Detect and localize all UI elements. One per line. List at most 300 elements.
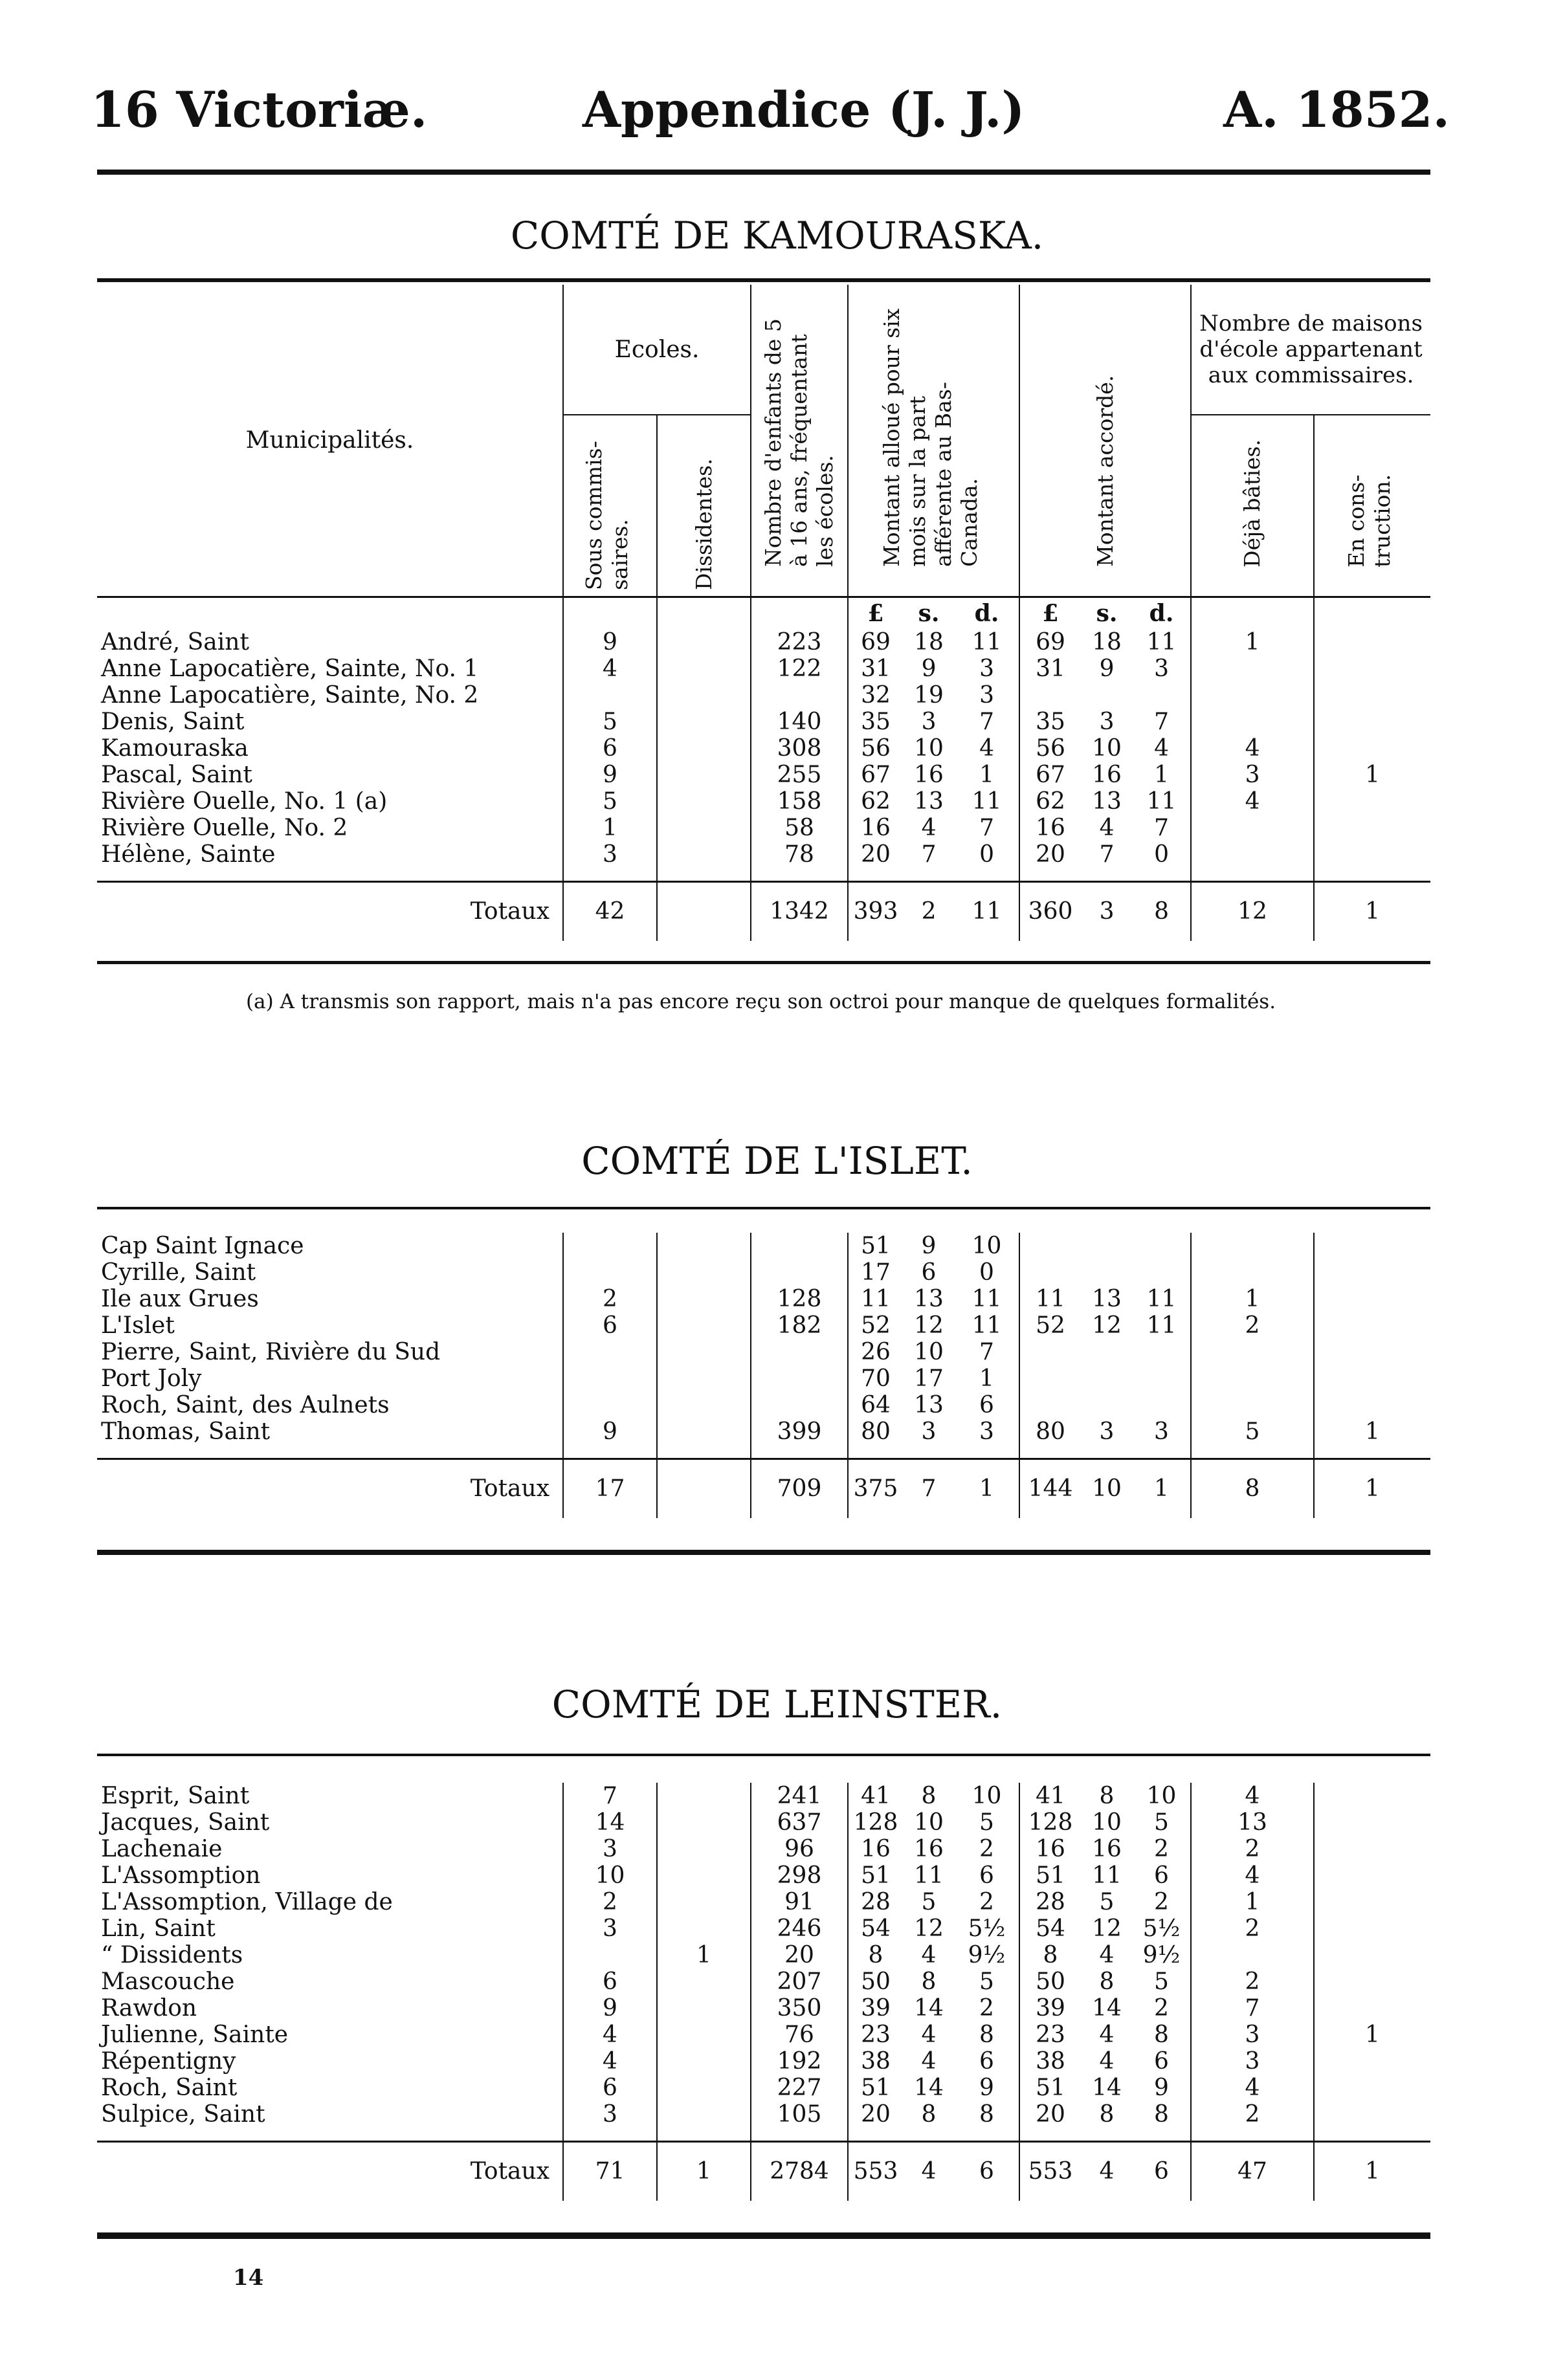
montant-alloue-pounds: 16 bbox=[848, 815, 903, 841]
montant-alloue-shillings: 9 bbox=[921, 1233, 937, 1259]
montant-accorde-pounds: 31 bbox=[1019, 656, 1081, 682]
deja-baties-value: 2 bbox=[1191, 2101, 1314, 2128]
montant-alloue-pence: 5 bbox=[979, 1809, 994, 1836]
montant-accorde-pounds: 51 bbox=[1019, 2075, 1081, 2101]
montant-accorde-shillings: 10 bbox=[1092, 1809, 1122, 1836]
section-rule bbox=[97, 1754, 1430, 1756]
montant-alloue-pence: 6 bbox=[979, 2048, 994, 2075]
montant-alloue-pounds: 62 bbox=[848, 788, 903, 815]
montant-alloue-pounds: 11 bbox=[848, 1286, 903, 1312]
montant-alloue-shillings: 13 bbox=[914, 1392, 944, 1418]
montant-accorde-pence: 3 bbox=[1154, 656, 1169, 682]
montant-alloue-shillings: 8 bbox=[921, 1783, 937, 1809]
sous-commissaires-value: 5 bbox=[563, 709, 657, 735]
montant-accorde-shillings: 16 bbox=[1092, 762, 1122, 788]
montant-alloue-shillings: 10 bbox=[914, 735, 944, 762]
montant-accorde-pence: 11 bbox=[1146, 1286, 1177, 1312]
montant-alloue-shillings: 4 bbox=[921, 2022, 937, 2048]
section-title-leinster: COMTÉ DE LEINSTER. bbox=[551, 1682, 1003, 1726]
montant-accorde-pence: 8 bbox=[1154, 2022, 1169, 2048]
municipality-name: Lachenaie bbox=[101, 1836, 223, 1862]
table-row bbox=[97, 1418, 1430, 1445]
enfants-value: 182 bbox=[751, 1312, 848, 1339]
montant-accorde-pounds: 20 bbox=[1019, 841, 1081, 868]
montant-accorde-pounds bbox=[1019, 1259, 1081, 1286]
montant-alloue-shillings: 2 bbox=[903, 882, 955, 942]
montant-alloue-shillings: 13 bbox=[914, 1286, 944, 1312]
sous-commissaires-value bbox=[563, 1259, 657, 1286]
enfants-value bbox=[751, 1392, 848, 1418]
sous-commissaires-value: 9 bbox=[563, 1418, 657, 1445]
montant-accorde-pence: 6 bbox=[1154, 2048, 1169, 2075]
dissidentes-value bbox=[657, 882, 751, 942]
table-row bbox=[97, 1392, 1430, 1418]
en-construction-value bbox=[1314, 1836, 1430, 1862]
montant-alloue-shillings: 5 bbox=[921, 1889, 937, 1915]
header-center: Appendice (J. J.) bbox=[583, 81, 1025, 138]
municipality-name: Anne Lapocatière, Sainte, No. 2 bbox=[101, 682, 479, 709]
municipality-name: Jacques, Saint bbox=[101, 1809, 270, 1836]
montant-alloue-pence: 1 bbox=[979, 1365, 994, 1392]
montant-alloue-pence: 0 bbox=[979, 1259, 994, 1286]
deja-baties-value: 4 bbox=[1191, 788, 1314, 815]
dissidentes-value: 1 bbox=[657, 1942, 751, 1968]
montant-alloue-shillings: 4 bbox=[921, 2048, 937, 2075]
table-row bbox=[97, 2022, 1430, 2048]
montant-alloue-pence: 6 bbox=[955, 2142, 1019, 2201]
montant-accorde-pence: 7 bbox=[1154, 815, 1169, 841]
section-rule bbox=[97, 278, 1430, 282]
table-row bbox=[97, 1809, 1430, 1836]
montant-accorde-pounds: 16 bbox=[1019, 1836, 1081, 1862]
montant-alloue-pounds: 32 bbox=[848, 682, 903, 709]
table-row bbox=[97, 1995, 1430, 2022]
montant-alloue-shillings: 11 bbox=[914, 1862, 944, 1889]
montant-alloue-pence: 4 bbox=[979, 735, 994, 762]
sous-commissaires-value: 4 bbox=[563, 2048, 657, 2075]
sous-commissaires-value: 3 bbox=[563, 841, 657, 868]
montant-alloue-shillings: 16 bbox=[914, 1836, 944, 1862]
montant-alloue-pounds: 553 bbox=[848, 2142, 903, 2201]
dissidentes-value bbox=[657, 1459, 751, 1519]
montant-alloue-shillings: 3 bbox=[921, 1418, 937, 1445]
montant-accorde-pence: 8 bbox=[1154, 2101, 1169, 2128]
montant-accorde-shillings bbox=[1081, 1392, 1133, 1418]
deja-baties-value: 3 bbox=[1191, 762, 1314, 788]
montant-accorde-pounds: 51 bbox=[1019, 1862, 1081, 1889]
montant-alloue-pounds: 26 bbox=[848, 1339, 903, 1365]
dissidentes-value bbox=[657, 815, 751, 841]
table-leinster bbox=[97, 1783, 1430, 2201]
table-row bbox=[97, 656, 1430, 682]
unit-pounds: £ bbox=[848, 597, 903, 630]
enfants-value: 709 bbox=[751, 1459, 848, 1519]
dissidentes-value bbox=[657, 1312, 751, 1339]
municipality-name: Thomas, Saint bbox=[101, 1418, 271, 1445]
montant-alloue-shillings: 12 bbox=[914, 1312, 944, 1339]
col-en-construction-label: En cons-truction. bbox=[1343, 474, 1395, 567]
dissidentes-value bbox=[657, 1889, 751, 1915]
sous-commissaires-value: 4 bbox=[563, 2022, 657, 2048]
unit-pence: d. bbox=[1149, 600, 1174, 627]
montant-accorde-pounds bbox=[1019, 682, 1081, 709]
sous-commissaires-value: 9 bbox=[563, 762, 657, 788]
montant-alloue-pence: 6 bbox=[979, 1862, 994, 1889]
page-number: 14 bbox=[233, 2265, 264, 2291]
montant-alloue-pence: 3 bbox=[979, 1418, 994, 1445]
montant-accorde-pounds: 360 bbox=[1019, 882, 1081, 942]
municipality-name: Rawdon bbox=[101, 1995, 197, 2022]
col-deja-baties bbox=[1191, 415, 1314, 597]
col-dissidentes bbox=[657, 415, 751, 597]
enfants-value bbox=[751, 1365, 848, 1392]
table-row bbox=[97, 629, 1430, 656]
montant-alloue-pounds: 51 bbox=[848, 1862, 903, 1889]
municipality-name: Esprit, Saint bbox=[101, 1783, 250, 1809]
enfants-value: 128 bbox=[751, 1286, 848, 1312]
en-construction-value bbox=[1314, 1783, 1430, 1809]
en-construction-value bbox=[1314, 2101, 1430, 2128]
montant-accorde-pounds: 69 bbox=[1019, 629, 1081, 656]
montant-alloue-pounds: 393 bbox=[848, 882, 903, 942]
montant-accorde-pence bbox=[1133, 1233, 1191, 1259]
deja-baties-value: 1 bbox=[1191, 1286, 1314, 1312]
en-construction-value bbox=[1314, 1862, 1430, 1889]
sous-commissaires-value: 3 bbox=[563, 1836, 657, 1862]
dissidentes-value bbox=[657, 735, 751, 762]
municipality-name: Ile aux Grues bbox=[101, 1286, 259, 1312]
enfants-value: 76 bbox=[751, 2022, 848, 2048]
section-title-lislet: COMTÉ DE L'ISLET. bbox=[581, 1139, 973, 1183]
en-construction-value bbox=[1314, 1392, 1430, 1418]
deja-baties-value: 2 bbox=[1191, 1915, 1314, 1942]
sous-commissaires-value bbox=[563, 1365, 657, 1392]
section-rule bbox=[97, 1207, 1430, 1209]
montant-alloue-pounds: 128 bbox=[848, 1809, 903, 1836]
municipality-name: “ Dissidents bbox=[101, 1942, 243, 1968]
montant-accorde-shillings bbox=[1081, 1259, 1133, 1286]
montant-accorde-pence: 2 bbox=[1154, 1889, 1169, 1915]
municipality-name: Rivière Ouelle, No. 2 bbox=[101, 815, 348, 841]
montant-alloue-pounds: 8 bbox=[848, 1942, 903, 1968]
col-montant-accorde bbox=[1019, 285, 1191, 597]
dissidentes-value bbox=[657, 841, 751, 868]
sous-commissaires-value bbox=[563, 1942, 657, 1968]
montant-accorde-shillings: 12 bbox=[1092, 1312, 1122, 1339]
enfants-value: 1342 bbox=[751, 882, 848, 942]
enfants-value bbox=[751, 1259, 848, 1286]
municipality-name: Cap Saint Ignace bbox=[101, 1233, 304, 1259]
enfants-value bbox=[751, 682, 848, 709]
montant-accorde-shillings: 3 bbox=[1099, 1418, 1115, 1445]
dissidentes-value bbox=[657, 1809, 751, 1836]
montant-alloue-shillings: 6 bbox=[921, 1259, 937, 1286]
montant-accorde-shillings: 9 bbox=[1099, 656, 1115, 682]
table-row bbox=[97, 1889, 1430, 1915]
table-row bbox=[97, 1365, 1430, 1392]
montant-accorde-shillings bbox=[1081, 1233, 1133, 1259]
montant-accorde-pence: 0 bbox=[1154, 841, 1169, 868]
deja-baties-value: 5 bbox=[1191, 1418, 1314, 1445]
montant-accorde-pence: 10 bbox=[1146, 1783, 1177, 1809]
montant-accorde-pence bbox=[1133, 1259, 1191, 1286]
en-construction-value bbox=[1314, 1312, 1430, 1339]
montant-accorde-pence: 1 bbox=[1154, 762, 1169, 788]
montant-alloue-pounds: 52 bbox=[848, 1312, 903, 1339]
sous-commissaires-value: 5 bbox=[563, 788, 657, 815]
en-construction-value bbox=[1314, 1995, 1430, 2022]
montant-accorde-pounds bbox=[1019, 1365, 1081, 1392]
montant-alloue-shillings: 8 bbox=[921, 1968, 937, 1995]
montant-accorde-pence: 2 bbox=[1154, 1995, 1169, 2022]
montant-accorde-pounds: 39 bbox=[1019, 1995, 1081, 2022]
montant-accorde-pence bbox=[1133, 1339, 1191, 1365]
totals-row bbox=[97, 2142, 1430, 2201]
enfants-value: 223 bbox=[751, 629, 848, 656]
en-construction-value: 1 bbox=[1314, 1459, 1430, 1519]
municipality-name: Denis, Saint bbox=[101, 709, 245, 735]
spacer-row bbox=[97, 868, 1430, 882]
deja-baties-value: 2 bbox=[1191, 1312, 1314, 1339]
montant-accorde-shillings bbox=[1081, 682, 1133, 709]
en-construction-value: 1 bbox=[1314, 882, 1430, 942]
deja-baties-value: 4 bbox=[1191, 1783, 1314, 1809]
dissidentes-value bbox=[657, 2048, 751, 2075]
section-end-rule bbox=[97, 2232, 1430, 2239]
montant-alloue-pence: 11 bbox=[971, 629, 1002, 656]
montant-accorde-shillings: 8 bbox=[1099, 1783, 1115, 1809]
section-title-kamouraska: COMTÉ DE KAMOURASKA. bbox=[510, 214, 1044, 258]
dissidentes-value bbox=[657, 2101, 751, 2128]
montant-accorde-pounds: 41 bbox=[1019, 1783, 1081, 1809]
dissidentes-value bbox=[657, 762, 751, 788]
header-left: 16 Victoriæ. bbox=[91, 81, 428, 138]
municipality-name: L'Assomption bbox=[101, 1862, 261, 1889]
montant-accorde-pence bbox=[1133, 1365, 1191, 1392]
dissidentes-value bbox=[657, 1836, 751, 1862]
montant-alloue-shillings: 9 bbox=[921, 656, 937, 682]
deja-baties-value bbox=[1191, 682, 1314, 709]
page-header bbox=[91, 81, 1450, 152]
totals-label: Totaux bbox=[97, 2142, 563, 2201]
montant-alloue-pence: 10 bbox=[971, 1233, 1002, 1259]
enfants-value: 122 bbox=[751, 656, 848, 682]
sous-commissaires-value bbox=[563, 1339, 657, 1365]
montant-alloue-pounds: 28 bbox=[848, 1889, 903, 1915]
montant-accorde-pounds: 52 bbox=[1019, 1312, 1081, 1339]
enfants-value: 637 bbox=[751, 1809, 848, 1836]
montant-accorde-pounds bbox=[1019, 1233, 1081, 1259]
deja-baties-value bbox=[1191, 1339, 1314, 1365]
montant-alloue-pence: 8 bbox=[979, 2101, 994, 2128]
deja-baties-value: 2 bbox=[1191, 1968, 1314, 1995]
montant-accorde-pence: 5½ bbox=[1142, 1915, 1181, 1942]
col-en-construction bbox=[1314, 415, 1430, 597]
montant-accorde-pounds: 16 bbox=[1019, 815, 1081, 841]
dissidentes-value bbox=[657, 682, 751, 709]
montant-accorde-shillings bbox=[1081, 1365, 1133, 1392]
enfants-value: 158 bbox=[751, 788, 848, 815]
montant-accorde-pounds: 128 bbox=[1019, 1809, 1081, 1836]
montant-accorde-pence: 8 bbox=[1133, 882, 1191, 942]
enfants-value: 140 bbox=[751, 709, 848, 735]
en-construction-value bbox=[1314, 1233, 1430, 1259]
enfants-value: 308 bbox=[751, 735, 848, 762]
en-construction-value: 1 bbox=[1314, 2022, 1430, 2048]
municipality-name: Port Joly bbox=[101, 1365, 202, 1392]
montant-accorde-pounds: 54 bbox=[1019, 1915, 1081, 1942]
montant-accorde-pounds bbox=[1019, 1392, 1081, 1418]
montant-accorde-shillings: 14 bbox=[1092, 1995, 1122, 2022]
montant-accorde-shillings: 10 bbox=[1092, 735, 1122, 762]
table-row bbox=[97, 2101, 1430, 2128]
col-sous-commissaires-label: Sous commis-saires. bbox=[581, 441, 632, 590]
enfants-value: 350 bbox=[751, 1995, 848, 2022]
table-row bbox=[97, 1862, 1430, 1889]
montant-accorde-pounds: 50 bbox=[1019, 1968, 1081, 1995]
deja-baties-value: 3 bbox=[1191, 2022, 1314, 2048]
en-construction-value bbox=[1314, 1259, 1430, 1286]
montant-accorde-pounds: 62 bbox=[1019, 788, 1081, 815]
sous-commissaires-value bbox=[563, 1233, 657, 1259]
dissidentes-value bbox=[657, 2075, 751, 2101]
montant-accorde-shillings: 3 bbox=[1099, 709, 1115, 735]
sous-commissaires-value: 6 bbox=[563, 1968, 657, 1995]
montant-accorde-shillings: 4 bbox=[1099, 2022, 1115, 2048]
montant-alloue-pounds: 38 bbox=[848, 2048, 903, 2075]
en-construction-value: 1 bbox=[1314, 762, 1430, 788]
montant-accorde-pounds: 8 bbox=[1019, 1942, 1081, 1968]
enfants-value: 255 bbox=[751, 762, 848, 788]
en-construction-value bbox=[1314, 1365, 1430, 1392]
montant-accorde-pence: 9½ bbox=[1142, 1942, 1181, 1968]
table-row bbox=[97, 762, 1430, 788]
montant-alloue-pounds: 51 bbox=[848, 1233, 903, 1259]
municipality-name: Hélène, Sainte bbox=[101, 841, 276, 868]
en-construction-value bbox=[1314, 1286, 1430, 1312]
montant-alloue-pence: 11 bbox=[955, 882, 1019, 942]
montant-alloue-pounds: 35 bbox=[848, 709, 903, 735]
dissidentes-value bbox=[657, 1418, 751, 1445]
table-row bbox=[97, 1836, 1430, 1862]
montant-accorde-pence: 5 bbox=[1154, 1809, 1169, 1836]
dissidentes-value bbox=[657, 1259, 751, 1286]
header-right: A. 1852. bbox=[1223, 81, 1450, 138]
montant-alloue-pence: 11 bbox=[971, 1312, 1002, 1339]
montant-alloue-shillings: 4 bbox=[903, 2142, 955, 2201]
montant-accorde-pence bbox=[1133, 1392, 1191, 1418]
montant-alloue-pounds: 80 bbox=[848, 1418, 903, 1445]
deja-baties-value: 2 bbox=[1191, 1836, 1314, 1862]
dissidentes-value bbox=[657, 1233, 751, 1259]
dissidentes-value bbox=[657, 1915, 751, 1942]
col-montant-alloue-label: Montant alloué pour six mois sur la part afférente au Bas-Canada. bbox=[878, 308, 982, 567]
montant-alloue-pounds: 69 bbox=[848, 629, 903, 656]
municipality-name: Lin, Saint bbox=[101, 1915, 216, 1942]
montant-accorde-shillings: 4 bbox=[1081, 2142, 1133, 2201]
montant-accorde-pounds: 144 bbox=[1019, 1459, 1081, 1519]
en-construction-value bbox=[1314, 2075, 1430, 2101]
montant-alloue-pounds: 70 bbox=[848, 1365, 903, 1392]
montant-accorde-pounds: 11 bbox=[1019, 1286, 1081, 1312]
header-rule bbox=[97, 170, 1430, 175]
enfants-value: 246 bbox=[751, 1915, 848, 1942]
dissidentes-value bbox=[657, 1862, 751, 1889]
en-construction-value bbox=[1314, 1968, 1430, 1995]
deja-baties-value: 12 bbox=[1191, 882, 1314, 942]
montant-accorde-pence: 5 bbox=[1154, 1968, 1169, 1995]
montant-alloue-shillings: 13 bbox=[914, 788, 944, 815]
totals-label: Totaux bbox=[97, 1459, 563, 1519]
sous-commissaires-value: 6 bbox=[563, 2075, 657, 2101]
montant-alloue-shillings: 4 bbox=[921, 1942, 937, 1968]
enfants-value: 2784 bbox=[751, 2142, 848, 2201]
sous-commissaires-value: 6 bbox=[563, 735, 657, 762]
dissidentes-value bbox=[657, 2022, 751, 2048]
section-end-rule bbox=[97, 961, 1430, 964]
en-construction-value bbox=[1314, 656, 1430, 682]
deja-baties-value bbox=[1191, 1392, 1314, 1418]
enfants-value: 91 bbox=[751, 1889, 848, 1915]
enfants-value: 241 bbox=[751, 1783, 848, 1809]
montant-alloue-shillings: 19 bbox=[914, 682, 944, 709]
table-row bbox=[97, 1783, 1430, 1809]
montant-alloue-pence: 2 bbox=[979, 1889, 994, 1915]
col-dissidentes-label: Dissidentes. bbox=[691, 458, 716, 590]
en-construction-value bbox=[1314, 682, 1430, 709]
montant-accorde-pence: 1 bbox=[1133, 1459, 1191, 1519]
municipality-name: Pascal, Saint bbox=[101, 762, 252, 788]
spacer-row bbox=[97, 2128, 1430, 2142]
municipality-name: Mascouche bbox=[101, 1968, 235, 1995]
sous-commissaires-value: 1 bbox=[563, 815, 657, 841]
table-row bbox=[97, 682, 1430, 709]
col-nombre-enfants-label: Nombre d'enfants de 5 à 16 ans, fréquentant les écoles. bbox=[760, 318, 838, 567]
col-deja-baties-label: Déjà bâties. bbox=[1239, 439, 1265, 567]
municipality-name: Répentigny bbox=[101, 2048, 236, 2075]
montant-accorde-pence: 4 bbox=[1154, 735, 1169, 762]
montant-alloue-shillings: 14 bbox=[914, 1995, 944, 2022]
sous-commissaires-value: 3 bbox=[563, 1915, 657, 1942]
montant-accorde-shillings: 16 bbox=[1092, 1836, 1122, 1862]
montant-accorde-pence: 9 bbox=[1154, 2075, 1169, 2101]
municipality-name: Pierre, Saint, Rivière du Sud bbox=[101, 1339, 441, 1365]
deja-baties-value bbox=[1191, 1365, 1314, 1392]
montant-alloue-shillings: 16 bbox=[914, 762, 944, 788]
montant-alloue-shillings: 17 bbox=[914, 1365, 944, 1392]
dissidentes-value bbox=[657, 1286, 751, 1312]
en-construction-value bbox=[1314, 788, 1430, 815]
section-end-rule bbox=[97, 1550, 1430, 1555]
deja-baties-value: 47 bbox=[1191, 2142, 1314, 2201]
en-construction-value bbox=[1314, 735, 1430, 762]
enfants-value: 58 bbox=[751, 815, 848, 841]
montant-accorde-pence: 11 bbox=[1146, 788, 1177, 815]
dissidentes-value bbox=[657, 1339, 751, 1365]
totals-label: Totaux bbox=[97, 882, 563, 942]
deja-baties-value: 4 bbox=[1191, 2075, 1314, 2101]
table-lislet bbox=[97, 1233, 1430, 1518]
sous-commissaires-value: 14 bbox=[563, 1809, 657, 1836]
montant-alloue-pence: 1 bbox=[979, 762, 994, 788]
montant-alloue-pounds: 51 bbox=[848, 2075, 903, 2101]
sous-commissaires-value bbox=[563, 682, 657, 709]
table-row bbox=[97, 1915, 1430, 1942]
deja-baties-value bbox=[1191, 1942, 1314, 1968]
sous-commissaires-value: 3 bbox=[563, 2101, 657, 2128]
montant-alloue-shillings: 7 bbox=[903, 1459, 955, 1519]
table-row bbox=[97, 1339, 1430, 1365]
